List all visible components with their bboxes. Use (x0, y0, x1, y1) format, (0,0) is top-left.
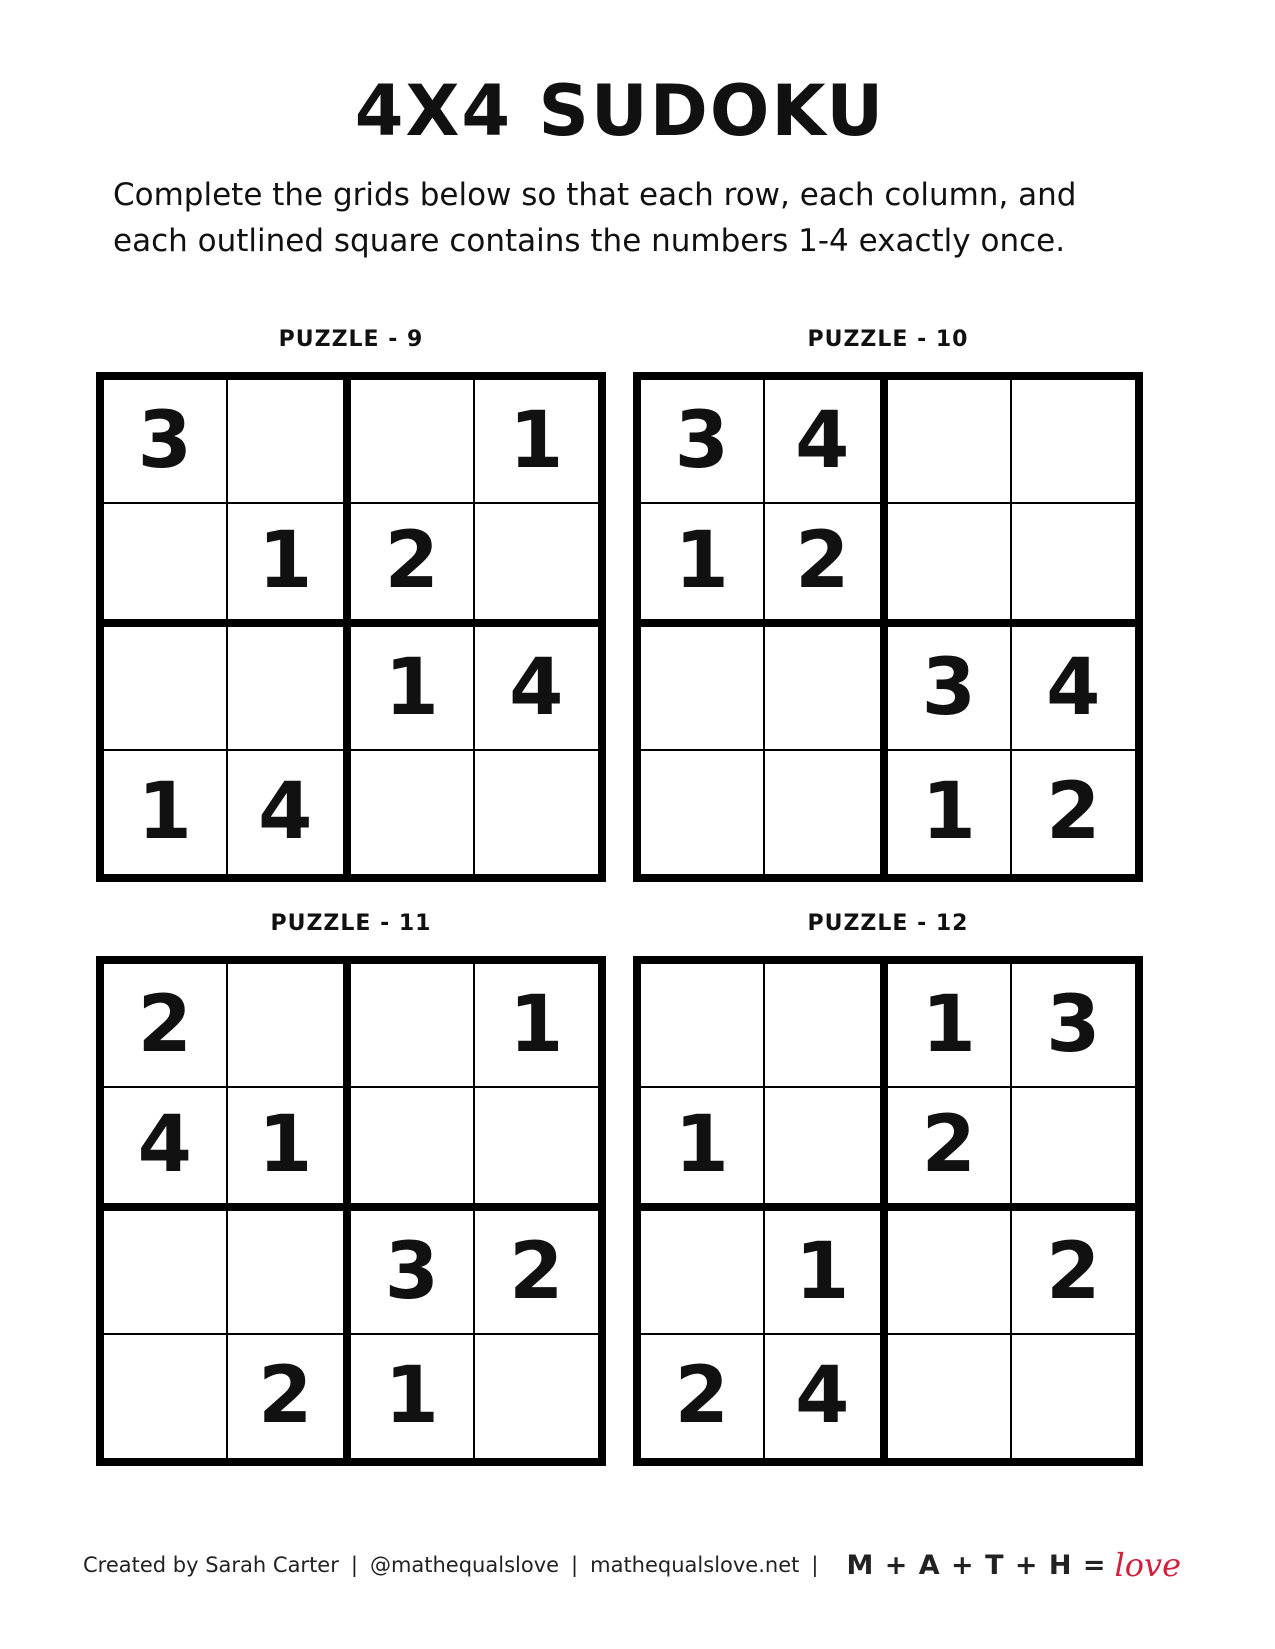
page-title: 4X4 SUDOKU (354, 70, 886, 152)
sudoku-cell: 1 (475, 964, 599, 1088)
sudoku-cell (888, 1335, 1012, 1459)
footer-website: mathequalslove.net (590, 1553, 800, 1577)
puzzle-11 (88, 906, 614, 1466)
sudoku-cell (228, 964, 352, 1088)
sudoku-cell (475, 504, 599, 628)
sudoku-cell: 4 (104, 1088, 228, 1212)
instructions-line-1: Complete the grids below so that each row, each column, and (113, 177, 1077, 213)
sudoku-cell: 1 (351, 1335, 475, 1459)
sudoku-cell: 1 (765, 1211, 889, 1335)
sudoku-cell (104, 1335, 228, 1459)
footer-separator: | (571, 1553, 579, 1577)
sudoku-cell: 1 (641, 1088, 765, 1212)
sudoku-cell: 1 (228, 1088, 352, 1212)
sudoku-cell (475, 1088, 599, 1212)
sudoku-cell: 1 (641, 504, 765, 628)
sudoku-cell (888, 380, 1012, 504)
sudoku-cell: 3 (888, 627, 1012, 751)
sudoku-cell (351, 964, 475, 1088)
puzzle-label: PUZZLE - 10 (807, 327, 969, 352)
sudoku-cell: 2 (888, 1088, 1012, 1212)
sudoku-cell: 1 (888, 751, 1012, 875)
sudoku-cell: 2 (765, 504, 889, 628)
sudoku-cell (888, 1211, 1012, 1335)
sudoku-cell (351, 380, 475, 504)
sudoku-cell: 3 (1012, 964, 1136, 1088)
footer (83, 1545, 1181, 1585)
sudoku-cell (1012, 1088, 1136, 1212)
sudoku-cell: 4 (1012, 627, 1136, 751)
logo-love-script: love (1114, 1546, 1182, 1584)
sudoku-cell (641, 751, 765, 875)
sudoku-cell (228, 380, 352, 504)
sudoku-cell (351, 1088, 475, 1212)
footer-separator: | (350, 1553, 358, 1577)
puzzle-label: PUZZLE - 11 (270, 911, 432, 936)
sudoku-cell: 1 (475, 380, 599, 504)
sudoku-grid (633, 956, 1143, 1466)
sudoku-cell (228, 1211, 352, 1335)
puzzle-label: PUZZLE - 9 (278, 327, 424, 352)
sudoku-cell (765, 1088, 889, 1212)
instructions (113, 172, 1133, 264)
sudoku-cell: 2 (351, 504, 475, 628)
sudoku-cell (765, 751, 889, 875)
puzzle-9 (88, 322, 614, 882)
footer-handle: @mathequalslove (369, 1553, 560, 1577)
sudoku-cell: 1 (104, 751, 228, 875)
sudoku-cell: 1 (888, 964, 1012, 1088)
sudoku-cell (351, 751, 475, 875)
sudoku-cell (641, 627, 765, 751)
puzzle-label: PUZZLE - 12 (807, 911, 969, 936)
sudoku-cell: 2 (641, 1335, 765, 1459)
sudoku-grid (96, 956, 606, 1466)
instructions-line-2: each outlined square contains the numbers 1-4 exactly once. (113, 223, 1066, 259)
sudoku-cell (228, 627, 352, 751)
sudoku-cell: 3 (641, 380, 765, 504)
sudoku-cell: 4 (765, 1335, 889, 1459)
sudoku-cell (475, 751, 599, 875)
footer-credit: Created by Sarah Carter (83, 1553, 339, 1577)
sudoku-cell: 2 (475, 1211, 599, 1335)
sudoku-cell: 2 (104, 964, 228, 1088)
sudoku-cell (104, 627, 228, 751)
sudoku-cell (1012, 1335, 1136, 1459)
sudoku-cell (641, 1211, 765, 1335)
sudoku-grid (96, 372, 606, 882)
sudoku-cell: 3 (351, 1211, 475, 1335)
sudoku-cell: 2 (1046, 767, 1101, 858)
sudoku-cell (888, 504, 1012, 628)
sudoku-cell (765, 964, 889, 1088)
sudoku-cell: 3 (104, 380, 228, 504)
sudoku-cell (475, 1335, 599, 1459)
sudoku-cell (641, 964, 765, 1088)
sudoku-cell: 4 (765, 380, 889, 504)
sudoku-cell (104, 1211, 228, 1335)
sudoku-cell: 4 (228, 751, 352, 875)
sudoku-cell: 1 (228, 504, 352, 628)
sudoku-cell (765, 627, 889, 751)
math-equals-love-logo: M + A + T + H = (846, 1549, 1107, 1581)
sudoku-cell: 1 (351, 627, 475, 751)
puzzle-12 (625, 906, 1151, 1466)
sudoku-cell: 2 (228, 1335, 352, 1459)
sudoku-grid (633, 372, 1143, 882)
sudoku-cell (1012, 504, 1136, 628)
puzzle-10 (625, 322, 1151, 882)
sudoku-cell (104, 504, 228, 628)
footer-separator: | (811, 1553, 819, 1577)
sudoku-cell: 4 (475, 627, 599, 751)
sudoku-cell: 2 (1012, 1211, 1136, 1335)
sudoku-cell (1012, 380, 1136, 504)
